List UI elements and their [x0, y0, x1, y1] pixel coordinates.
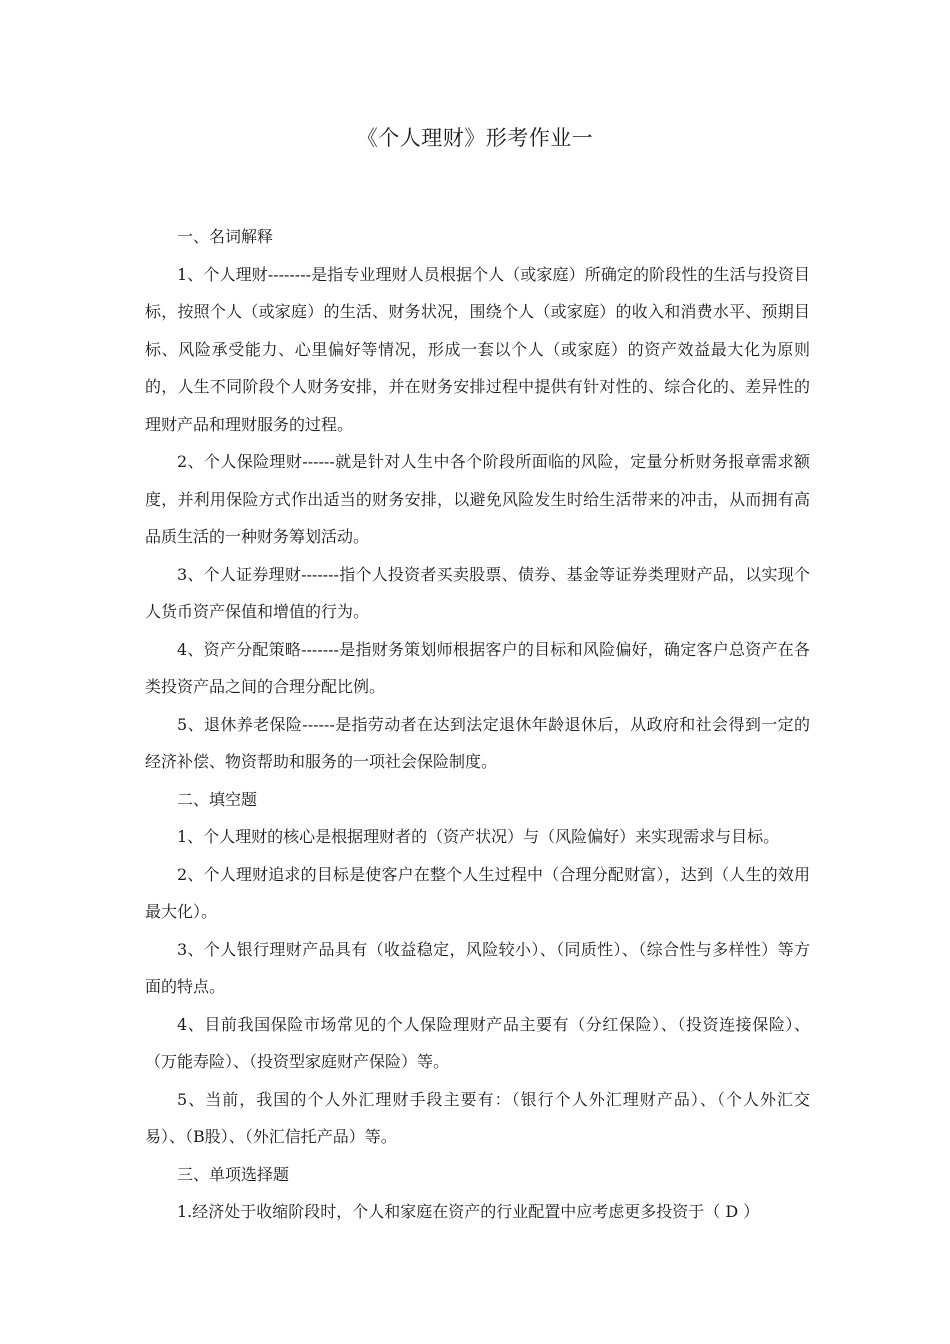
paragraph: 5、退休养老保险------是指劳动者在达到法定退休年龄退休后，从政府和社会得到一定的经济补偿、物资帮助和服务的一项社会保险制度。	[145, 714, 810, 771]
document-title: 《个人理财》形考作业一	[356, 126, 594, 150]
section-heading: 三、单项选择题	[177, 1164, 290, 1184]
paragraph: 3、个人证券理财-------指个人投资者买卖股票、债券、基金等证券类理财产品，以实现个人货币资产保值和增值的行为。	[145, 564, 810, 621]
paragraph: 4、资产分配策略-------是指财务策划师根据客户的目标和风险偏好，确定客户总资产在各类投资产品之间的合理分配比例。	[145, 639, 810, 696]
paragraph: 1.经济处于收缩阶段时，个人和家庭在资产的行业配置中应考虑更多投资于（ D ）	[177, 1202, 760, 1221]
paragraph: 4、目前我国保险市场常见的个人保险理财产品主要有（分红保险）、（投资连接保险）、（万能寿险）、（投资型家庭财产保险）等。	[145, 1014, 810, 1071]
paragraph: 2、个人保险理财------就是针对人生中各个阶段所面临的风险，定量分析财务报章需求额度，并利用保险方式作出适当的财务安排，以避免风险发生时给生活带来的冲击，从而拥有高品质生活的一种财务筹划活动。	[145, 452, 810, 546]
paragraph: 5、当前，我国的个人外汇理财手段主要有：（银行个人外汇理财产品）、（个人外汇交易）、（B股）、（外汇信托产品）等。	[145, 1089, 810, 1146]
paragraph: 2、个人理财追求的目标是使客户在整个人生过程中（合理分配财富），达到（人生的效用最大化）。	[145, 864, 810, 921]
paragraph: 1、个人理财--------是指专业理财人员根据个人（或家庭）所确定的阶段性的生活与投资目标，按照个人（或家庭）的生活、财务状况，围绕个人（或家庭）的收入和消费水平、预期目标、风险承受能力、心里偏好等情况，形成一套以个人（或家庭）的资产效益最大化为原则的，人生不同阶段个人财务安排，并在财务安排过程中提供有针对性的、综合化的、差异性的理财产品和理财服务的过程。	[145, 264, 810, 434]
paragraph: 3、个人银行理财产品具有（收益稳定，风险较小）、（同质性）、（综合性与多样性）等方面的特点。	[145, 939, 810, 996]
paragraph: 1、个人理财的核心是根据理财者的（资产状况）与（风险偏好）来实现需求与目标。	[177, 827, 780, 846]
document-body	[145, 218, 810, 1231]
section-heading: 二、填空题	[177, 789, 258, 809]
section-heading: 一、名词解释	[177, 227, 274, 246]
